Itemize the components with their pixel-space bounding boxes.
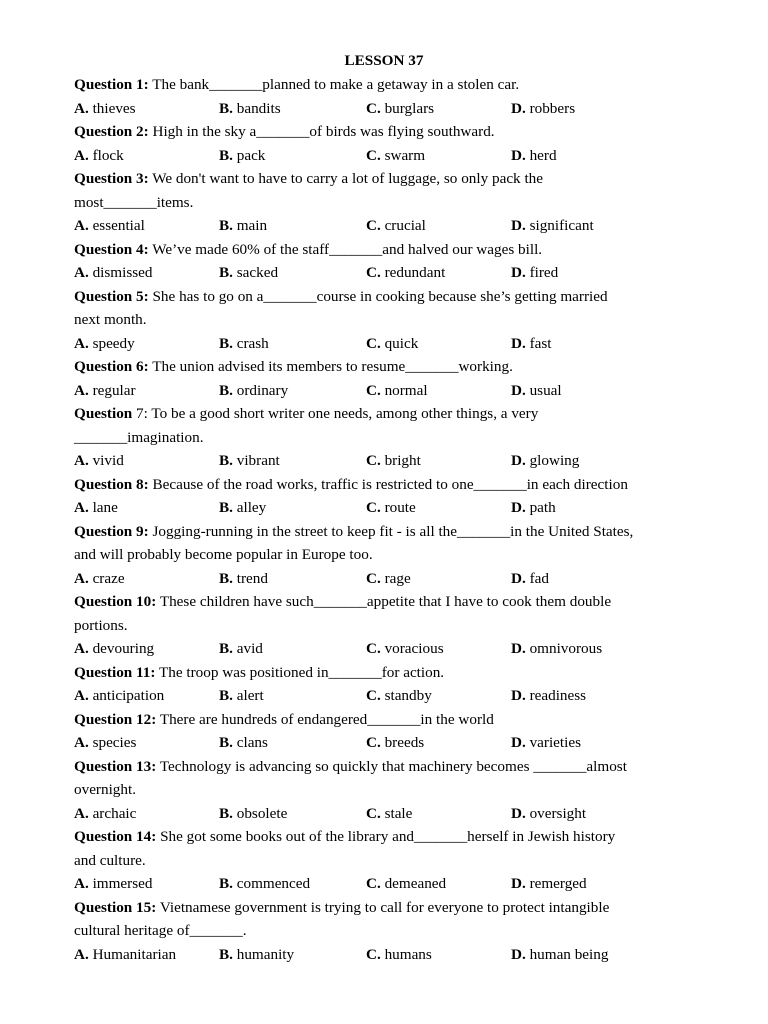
question-number: Question 14: — [74, 828, 157, 845]
option-letter: D. — [511, 99, 526, 117]
answer-option-d[interactable] — [511, 569, 549, 589]
option-letter: A. — [74, 945, 89, 963]
answer-option-d[interactable] — [511, 216, 594, 236]
answer-option-b[interactable] — [219, 263, 278, 283]
option-letter: A. — [74, 640, 89, 657]
option-text: alley — [236, 499, 267, 516]
option-text: voracious — [384, 640, 444, 657]
option-letter: B. — [219, 499, 233, 516]
question-stem — [74, 757, 627, 777]
answer-option-b[interactable] — [219, 451, 280, 471]
answer-option-d[interactable] — [511, 451, 579, 471]
option-letter: A. — [74, 99, 89, 117]
question-text: She has to go on a_______course in cooking because she’s getting married — [152, 287, 608, 305]
option-letter: A. — [74, 381, 89, 399]
option-letter: B. — [219, 264, 233, 281]
answer-option-c[interactable] — [366, 874, 446, 894]
option-text: fad — [529, 569, 549, 587]
question-stem — [74, 827, 615, 847]
option-letter: D. — [511, 875, 526, 892]
option-letter: B. — [219, 452, 233, 469]
question-text: These children have such_______appetite that I have to cook them double — [159, 593, 612, 610]
option-text: crash — [236, 334, 269, 352]
option-letter: A. — [74, 804, 89, 822]
option-letter: D. — [511, 945, 526, 963]
option-letter: A. — [74, 264, 89, 281]
answer-option-b[interactable] — [219, 639, 263, 659]
option-letter: C. — [366, 640, 381, 657]
option-letter: C. — [366, 499, 381, 516]
option-letter: B. — [219, 146, 233, 164]
option-letter: A. — [74, 452, 89, 469]
option-text: quick — [384, 334, 419, 352]
option-letter: D. — [511, 334, 526, 352]
option-text: clans — [236, 734, 268, 751]
answer-option-a[interactable] — [74, 216, 145, 236]
option-text: avid — [236, 640, 263, 657]
answer-option-a[interactable] — [74, 874, 152, 894]
option-text: bright — [384, 452, 421, 469]
option-letter: B. — [219, 734, 233, 751]
option-text: flock — [92, 146, 124, 164]
question-number: Question 15: — [74, 898, 157, 916]
question-text: The union advised its members to resume_______working. — [152, 358, 513, 375]
option-text: humanity — [236, 945, 295, 963]
question-number: Question 3: — [74, 170, 149, 187]
question-text: The bank_______planned to make a getaway in a stolen car. — [152, 76, 520, 93]
option-text: speedy — [92, 334, 135, 352]
option-text: breeds — [384, 734, 425, 751]
option-text: robbers — [529, 99, 576, 117]
answer-option-c[interactable] — [366, 263, 445, 283]
option-text: normal — [384, 381, 428, 399]
answer-option-d[interactable] — [511, 733, 581, 753]
option-letter: B. — [219, 334, 233, 352]
option-letter: B. — [219, 945, 233, 963]
question-number: Question 8: — [74, 475, 149, 493]
question-number: Question — [74, 405, 133, 422]
question-stem-continuation — [74, 193, 193, 213]
question-text: There are hundreds of endangered_______in the world — [159, 710, 494, 728]
option-text: bandits — [236, 99, 281, 117]
answer-option-a[interactable] — [74, 99, 136, 119]
option-letter: D. — [511, 499, 526, 516]
answer-option-c[interactable] — [366, 686, 432, 706]
question-number: Question 6: — [74, 358, 149, 375]
question-text: and culture. — [74, 851, 146, 869]
option-letter: D. — [511, 640, 526, 657]
option-letter: C. — [366, 875, 381, 892]
option-text: lane — [92, 499, 118, 516]
option-text: anticipation — [92, 687, 165, 704]
answer-option-d[interactable] — [511, 99, 575, 119]
option-text: fast — [529, 334, 552, 352]
option-text: immersed — [92, 875, 153, 892]
option-letter: C. — [366, 687, 381, 704]
option-letter: D. — [511, 146, 526, 164]
question-text: 7: To be a good short writer one needs, among other things, a very — [136, 405, 539, 422]
question-text: Vietnamese government is trying to call for everyone to protect intangible — [159, 898, 610, 916]
option-letter: C. — [366, 452, 381, 469]
option-text: main — [236, 217, 268, 234]
answer-option-d[interactable] — [511, 263, 558, 283]
option-letter: C. — [366, 569, 381, 587]
question-text: overnight. — [74, 781, 137, 798]
answer-option-d[interactable] — [511, 381, 562, 401]
option-letter: D. — [511, 687, 526, 704]
question-text: We’ve made 60% of the staff_______and halved our wages bill. — [152, 240, 543, 258]
answer-option-a[interactable] — [74, 381, 136, 401]
answer-option-b[interactable] — [219, 381, 288, 401]
option-text: obsolete — [236, 804, 288, 822]
answer-option-b[interactable] — [219, 804, 287, 824]
option-letter: A. — [74, 499, 89, 516]
question-text: and will probably become popular in Europe too. — [74, 546, 373, 563]
option-text: swarm — [384, 146, 426, 164]
answer-option-a[interactable] — [74, 945, 176, 965]
option-letter: D. — [511, 452, 526, 469]
option-letter: C. — [366, 381, 381, 399]
question-text: High in the sky a_______of birds was flying southward. — [152, 123, 495, 140]
option-text: stale — [384, 804, 413, 822]
question-number: Question 13: — [74, 757, 157, 775]
question-stem — [74, 522, 633, 542]
option-text: fired — [529, 264, 559, 281]
option-letter: D. — [511, 264, 526, 281]
question-text: Technology is advancing so quickly that machinery becomes _______almost — [159, 757, 627, 775]
answer-option-d[interactable] — [511, 498, 556, 518]
question-number: Question 12: — [74, 710, 157, 728]
answer-option-b[interactable] — [219, 216, 267, 236]
lesson-title: LESSON 37 — [344, 52, 424, 69]
option-letter: D. — [511, 804, 526, 822]
option-text: herd — [529, 146, 557, 164]
option-letter: C. — [366, 945, 381, 963]
option-letter: C. — [366, 804, 381, 822]
question-stem — [74, 75, 519, 95]
question-stem — [74, 122, 495, 142]
question-stem — [74, 898, 609, 918]
option-text: omnivorous — [529, 640, 603, 657]
option-letter: B. — [219, 804, 233, 822]
question-stem-continuation — [74, 616, 128, 636]
question-text: most_______items. — [74, 193, 194, 211]
option-text: burglars — [384, 99, 435, 117]
answer-option-c[interactable] — [366, 733, 424, 753]
option-text: dismissed — [92, 264, 153, 281]
option-letter: B. — [219, 569, 233, 587]
option-letter: A. — [74, 146, 89, 164]
question-number: Question 1: — [74, 76, 149, 93]
question-stem — [74, 169, 543, 189]
option-letter: D. — [511, 217, 526, 234]
option-letter: D. — [511, 569, 526, 587]
option-text: thieves — [92, 99, 136, 117]
option-text: glowing — [529, 452, 580, 469]
answer-option-a[interactable] — [74, 686, 164, 706]
option-letter: A. — [74, 687, 89, 704]
question-number: Question 11: — [74, 663, 156, 681]
answer-option-c[interactable] — [366, 498, 416, 518]
answer-option-b[interactable] — [219, 733, 268, 753]
question-stem — [74, 475, 628, 495]
question-stem-continuation — [74, 428, 204, 448]
question-text: She got some books out of the library and_______herself in Jewish history — [160, 828, 616, 845]
option-text: rage — [384, 569, 411, 587]
answer-option-c[interactable] — [366, 216, 426, 236]
answer-option-d[interactable] — [511, 874, 587, 894]
option-letter: B. — [219, 99, 233, 117]
question-stem — [74, 710, 494, 730]
answer-option-d[interactable] — [511, 334, 552, 354]
question-text: _______imagination. — [74, 428, 204, 446]
question-stem — [74, 287, 608, 307]
answer-option-a[interactable] — [74, 569, 125, 589]
option-text: archaic — [92, 804, 137, 822]
option-text: significant — [529, 217, 594, 234]
option-text: route — [384, 499, 416, 516]
answer-option-d[interactable] — [511, 686, 586, 706]
option-text: commenced — [236, 875, 311, 892]
answer-option-d[interactable] — [511, 804, 586, 824]
option-letter: C. — [366, 99, 381, 117]
answer-option-a[interactable] — [74, 733, 136, 753]
option-letter: A. — [74, 875, 89, 892]
option-text: standby — [384, 687, 432, 704]
option-letter: C. — [366, 264, 381, 281]
option-text: varieties — [529, 734, 582, 751]
question-stem-continuation — [74, 851, 146, 871]
answer-option-c[interactable] — [366, 569, 411, 589]
option-text: vibrant — [236, 452, 280, 469]
answer-option-b[interactable] — [219, 498, 266, 518]
answer-option-b[interactable] — [219, 945, 294, 965]
question-stem-continuation — [74, 310, 147, 330]
option-text: human being — [529, 945, 609, 963]
question-stem — [74, 240, 542, 260]
question-text: The troop was positioned in_______for action. — [158, 663, 445, 681]
answer-option-a[interactable] — [74, 804, 136, 824]
question-stem — [74, 663, 444, 683]
question-stem-continuation — [74, 545, 373, 565]
question-text: cultural heritage of_______. — [74, 922, 247, 939]
question-stem — [74, 357, 513, 377]
answer-option-b[interactable] — [219, 569, 268, 589]
answer-option-a[interactable] — [74, 451, 124, 471]
answer-option-c[interactable] — [366, 334, 418, 354]
option-letter: C. — [366, 734, 381, 751]
option-text: trend — [236, 569, 268, 587]
answer-option-c[interactable] — [366, 146, 425, 166]
answer-option-c[interactable] — [366, 945, 432, 965]
option-text: vivid — [92, 452, 124, 469]
answer-option-b[interactable] — [219, 99, 281, 119]
option-letter: C. — [366, 146, 381, 164]
option-letter: B. — [219, 381, 233, 399]
option-letter: B. — [219, 875, 233, 892]
option-text: path — [529, 499, 556, 516]
question-text: portions. — [74, 616, 128, 634]
answer-option-a[interactable] — [74, 639, 154, 659]
option-text: crucial — [384, 217, 426, 234]
question-number: Question 4: — [74, 240, 149, 258]
option-text: remerged — [529, 875, 587, 892]
option-text: demeaned — [384, 875, 447, 892]
option-text: species — [92, 734, 137, 751]
question-text: Because of the road works, traffic is restricted to one_______in each direction — [152, 475, 628, 493]
option-text: oversight — [529, 804, 587, 822]
option-text: humans — [384, 945, 432, 963]
option-text: regular — [92, 381, 136, 399]
option-letter: A. — [74, 734, 89, 751]
answer-option-d[interactable] — [511, 945, 608, 965]
option-letter: C. — [366, 217, 381, 234]
option-text: sacked — [236, 264, 279, 281]
option-text: readiness — [529, 687, 587, 704]
answer-option-a[interactable] — [74, 498, 118, 518]
option-text: usual — [529, 381, 562, 399]
question-stem — [74, 592, 611, 612]
question-number: Question 2: — [74, 123, 149, 140]
option-letter: A. — [74, 217, 89, 234]
question-text: Jogging-running in the street to keep fit - is all the_______in the United States, — [152, 522, 634, 540]
answer-option-d[interactable] — [511, 146, 557, 166]
option-text: Humanitarian — [92, 945, 177, 963]
question-stem-continuation — [74, 921, 247, 941]
option-text: pack — [236, 146, 266, 164]
option-text: devouring — [92, 640, 155, 657]
answer-option-c[interactable] — [366, 804, 412, 824]
question-stem-continuation — [74, 780, 136, 800]
question-number: Question 10: — [74, 593, 157, 610]
question-number: Question 9: — [74, 522, 149, 540]
option-text: craze — [92, 569, 125, 587]
answer-option-b[interactable] — [219, 686, 264, 706]
option-text: essential — [92, 217, 145, 234]
option-letter: B. — [219, 217, 233, 234]
question-stem — [74, 404, 538, 424]
option-letter: D. — [511, 381, 526, 399]
answer-option-a[interactable] — [74, 263, 152, 283]
question-text: next month. — [74, 311, 147, 328]
answer-option-a[interactable] — [74, 146, 124, 166]
option-letter: B. — [219, 640, 233, 657]
option-letter: B. — [219, 687, 233, 704]
option-letter: A. — [74, 569, 89, 587]
option-text: ordinary — [236, 381, 289, 399]
option-letter: A. — [74, 334, 89, 352]
option-text: redundant — [384, 264, 446, 281]
answer-option-d[interactable] — [511, 639, 602, 659]
option-letter: C. — [366, 334, 381, 352]
answer-option-c[interactable] — [366, 381, 428, 401]
question-number: Question 5: — [74, 287, 149, 305]
answer-option-b[interactable] — [219, 146, 265, 166]
option-letter: D. — [511, 734, 526, 751]
answer-option-a[interactable] — [74, 334, 135, 354]
answer-option-b[interactable] — [219, 334, 269, 354]
option-text: alert — [236, 687, 264, 704]
answer-option-c[interactable] — [366, 451, 421, 471]
answer-option-b[interactable] — [219, 874, 310, 894]
answer-option-c[interactable] — [366, 639, 444, 659]
question-text: We don't want to have to carry a lot of luggage, so only pack the — [152, 170, 544, 187]
answer-option-c[interactable] — [366, 99, 434, 119]
